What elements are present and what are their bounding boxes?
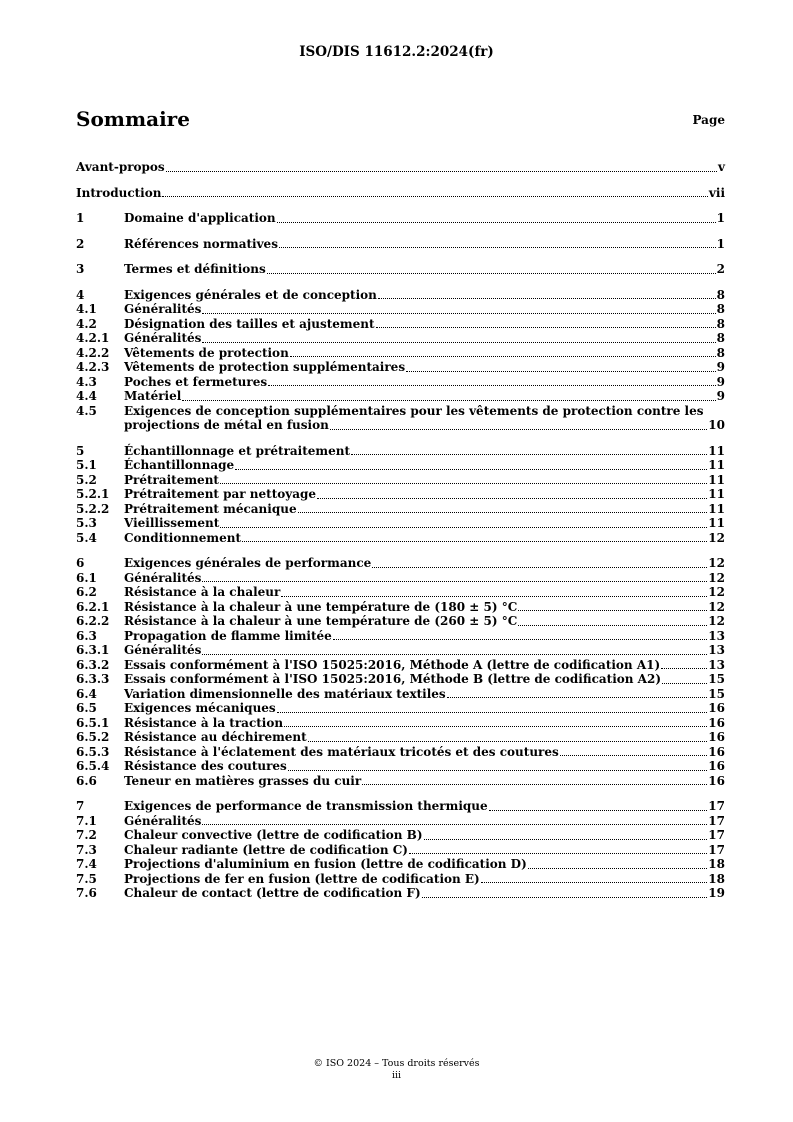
toc-entry-number: 4.2.2 [76, 345, 110, 360]
toc-entry[interactable] [76, 614, 725, 629]
dot-leader [277, 222, 716, 223]
toc-entry-page: 11 [708, 458, 725, 472]
table-of-contents [76, 160, 725, 901]
toc-entry[interactable] [76, 799, 725, 814]
toc-entry[interactable] [76, 843, 725, 858]
dot-leader [409, 853, 707, 854]
toc-entry-label-continued: projections de métal en fusion [124, 418, 329, 432]
dot-leader [362, 784, 707, 785]
toc-entry-number: 4.3 [76, 374, 97, 389]
dot-leader [277, 712, 708, 713]
toc-entry-number: 6.2 [76, 585, 97, 599]
toc-entry-number: 4.4 [76, 389, 97, 403]
toc-entry[interactable] [76, 262, 725, 277]
toc-entry[interactable] [76, 759, 725, 774]
dot-leader [235, 469, 707, 470]
toc-entry-number: 6.3.1 [76, 643, 110, 657]
dot-leader [518, 625, 707, 626]
toc-entry-page: 8 [716, 287, 725, 302]
toc-title: Sommaire [76, 107, 190, 131]
toc-entry-label: Vêtements de protection supplémentaires [124, 360, 406, 374]
toc-entry-label: Résistance à la chaleur à une température de (260 ± 5) °C [124, 614, 518, 628]
toc-entry[interactable] [76, 814, 725, 829]
dot-leader [317, 498, 707, 499]
toc-entry-page: vii [708, 185, 725, 200]
toc-entry-label: Exigences générales et de conception [124, 287, 377, 302]
toc-entry-label: Introduction [76, 185, 162, 200]
toc-entry-page: 11 [708, 443, 725, 458]
toc-entry[interactable] [76, 672, 725, 687]
toc-entry-page: 19 [708, 886, 725, 900]
dot-leader [267, 273, 716, 274]
page-number: iii [391, 1070, 402, 1081]
toc-entry-number: 6.3.2 [76, 657, 110, 672]
toc-entry-page: 8 [716, 316, 725, 331]
toc-entry-label: Exigences mécaniques [124, 701, 276, 715]
toc-entry-page: 17 [708, 799, 725, 813]
toc-entry[interactable] [76, 774, 725, 789]
toc-entry-number: 4 [76, 287, 85, 302]
toc-entry-page: 12 [708, 585, 725, 599]
toc-entry-number: 6.3.3 [76, 672, 110, 686]
toc-entry-label: Variation dimensionnelle des matériaux textiles [124, 686, 446, 701]
dot-leader [406, 371, 716, 372]
toc-entry-number: 1 [76, 211, 85, 225]
toc-entry[interactable] [76, 585, 725, 600]
toc-entry-page: 9 [716, 360, 725, 374]
toc-entry-label: Propagation de flamme limitée [124, 628, 332, 643]
toc-entry-number: 5.2.1 [76, 487, 110, 501]
toc-entry-label: Prétraitement mécanique [124, 501, 297, 516]
toc-entry[interactable] [76, 745, 725, 760]
dot-leader [166, 171, 717, 172]
dot-leader [279, 247, 716, 248]
toc-entry-page: 16 [708, 730, 725, 744]
toc-entry-number: 4.1 [76, 302, 97, 316]
toc-entry[interactable] [76, 302, 725, 317]
toc-entry[interactable] [76, 730, 725, 745]
dot-leader [202, 654, 707, 655]
toc-entry-number: 6.2.2 [76, 614, 110, 628]
toc-entry-number: 5.2.2 [76, 501, 110, 516]
toc-entry-page: 16 [708, 701, 725, 715]
toc-entry-label: Résistance au déchirement [124, 730, 307, 744]
toc-entry-label: Projections d'aluminium en fusion (lettre de codification D) [124, 857, 527, 871]
toc-entry[interactable] [76, 444, 725, 459]
toc-entry-label: Désignation des tailles et ajustement [124, 316, 375, 331]
toc-entry-page: 10 [708, 418, 725, 432]
dot-leader [162, 196, 707, 197]
toc-entry-number: 5.4 [76, 530, 97, 545]
toc-entry-number: 6.5 [76, 701, 97, 715]
dot-leader [528, 868, 708, 869]
toc-entry[interactable] [76, 531, 725, 546]
toc-entry[interactable] [76, 571, 725, 586]
toc-entry-page: 12 [708, 599, 725, 614]
toc-entry-number: 6.5.3 [76, 744, 110, 759]
toc-entry[interactable] [76, 186, 725, 201]
dot-leader [447, 697, 708, 698]
toc-entry-page: 13 [708, 657, 725, 672]
toc-entry-label: Généralités [124, 570, 202, 585]
toc-entry-page: 9 [716, 389, 725, 403]
toc-entry[interactable] [76, 331, 725, 346]
toc-entry-number: 5 [76, 443, 85, 458]
toc-entry-page: 1 [716, 211, 725, 225]
dot-leader [422, 897, 708, 898]
dot-leader [372, 567, 707, 568]
dot-leader [351, 454, 707, 455]
toc-entry-label: Échantillonnage et prétraitement [124, 443, 351, 458]
toc-entry-label: Matériel [124, 389, 182, 403]
dot-leader [661, 668, 707, 669]
toc-entry[interactable] [76, 701, 725, 716]
toc-entry-page: 1 [716, 236, 725, 251]
toc-entry-label: Exigences de performance de transmission thermique [124, 799, 488, 813]
toc-entry-page: 15 [708, 686, 725, 701]
toc-entry[interactable] [76, 360, 725, 375]
toc-entry-label: Poches et fermetures [124, 374, 268, 389]
toc-entry-page: 12 [708, 556, 725, 570]
toc-entry[interactable] [76, 516, 725, 531]
toc-entry-label: Exigences générales de performance [124, 556, 372, 570]
page-column-label: Page [692, 113, 725, 127]
toc-entry[interactable] [76, 687, 725, 702]
toc-entry-label: Prétraitement par nettoyage [124, 487, 317, 501]
toc-entry[interactable] [76, 600, 725, 615]
toc-entry-number: 3 [76, 262, 85, 276]
toc-entry-label: Généralités [124, 331, 202, 345]
dot-leader [518, 610, 707, 611]
toc-entry-page: 8 [716, 302, 725, 316]
toc-entry-number: 6.1 [76, 570, 97, 585]
dot-leader [424, 839, 708, 840]
toc-entry-page: 12 [708, 530, 725, 545]
toc-entry[interactable] [76, 487, 725, 502]
toc-entry-number: 7.2 [76, 828, 97, 842]
toc-entry-label: Échantillonnage [124, 458, 235, 472]
dot-leader [202, 581, 707, 582]
toc-entry-label: Chaleur convective (lettre de codification B) [124, 828, 423, 842]
toc-entry-label: Termes et définitions [124, 262, 266, 276]
toc-entry[interactable] [76, 473, 725, 488]
toc-entry-page: 12 [708, 614, 725, 628]
toc-entry-number: 6 [76, 556, 85, 570]
toc-entry[interactable] [76, 716, 725, 731]
toc-entry[interactable] [76, 458, 725, 473]
toc-entry-number: 6.5.1 [76, 715, 110, 730]
toc-entry[interactable] [76, 643, 725, 658]
dot-leader [182, 400, 715, 401]
toc-entry-number: 6.5.2 [76, 730, 110, 744]
toc-entry[interactable] [76, 502, 725, 517]
dot-leader [290, 356, 716, 357]
toc-entry-number: 6.6 [76, 773, 97, 788]
toc-entry-number: 7.6 [76, 886, 97, 900]
toc-entry-number: 5.3 [76, 516, 97, 530]
toc-entry-page: 13 [708, 628, 725, 643]
toc-entry-number: 4.2.3 [76, 360, 110, 374]
toc-entry-label: Résistance à la chaleur [124, 585, 281, 599]
toc-entry-number: 6.3 [76, 628, 97, 643]
dot-leader [288, 770, 707, 771]
dot-leader [242, 541, 707, 542]
toc-entry-number: 6.2.1 [76, 599, 110, 614]
dot-leader [284, 726, 707, 727]
toc-entry[interactable] [76, 828, 725, 843]
toc-entry[interactable] [76, 886, 725, 901]
toc-entry-label: Essais conformément à l'ISO 15025:2016, Méthode A (lettre de codification A1) [124, 657, 661, 672]
toc-entry-page: 15 [708, 672, 725, 686]
toc-entry-page: 2 [716, 262, 725, 276]
toc-entry-page: 16 [708, 773, 725, 788]
toc-entry-label: Références normatives [124, 236, 278, 251]
dot-leader [202, 824, 707, 825]
toc-entry-number: 7 [76, 799, 85, 813]
toc-entry-page: 17 [708, 828, 725, 842]
toc-entry[interactable] [76, 288, 725, 303]
toc-entry-label: Généralités [124, 643, 202, 657]
toc-entry-label: Vieillissement [124, 516, 220, 530]
dot-leader [281, 596, 707, 597]
toc-entry-label: Domaine d'application [124, 211, 276, 225]
toc-entry-label: Exigences de conception supplémentaires pour les vêtements de protection contre les [124, 403, 704, 418]
toc-entry[interactable] [76, 404, 725, 433]
toc-entry-label: Résistance à l'éclatement des matériaux tricotés et des coutures [124, 744, 559, 759]
toc-entry[interactable] [76, 317, 725, 332]
copyright-notice: © ISO 2024 – Tous droits réservés [313, 1058, 480, 1069]
toc-entry-page: 11 [708, 516, 725, 530]
toc-entry-number: 5.2 [76, 472, 97, 487]
dot-leader [489, 810, 708, 811]
toc-entry-label: Avant-propos [76, 160, 165, 174]
toc-entry-label: Teneur en matières grasses du cuir [124, 773, 362, 788]
toc-entry-number: 7.3 [76, 842, 97, 857]
dot-leader [298, 512, 708, 513]
toc-entry[interactable] [76, 389, 725, 404]
toc-entry-label: Généralités [124, 813, 202, 828]
toc-entry-page: 11 [708, 487, 725, 501]
dot-leader [220, 483, 707, 484]
dot-leader [333, 639, 708, 640]
toc-entry-label: Conditionnement [124, 530, 242, 545]
toc-entry-page: 13 [708, 643, 725, 657]
toc-entry-page: 12 [708, 570, 725, 585]
toc-entry-number: 6.4 [76, 686, 97, 701]
toc-entry-label: Résistance des coutures [124, 759, 287, 773]
dot-leader [330, 429, 707, 430]
toc-entry-number: 5.1 [76, 458, 97, 472]
toc-entry[interactable] [76, 857, 725, 872]
toc-entry-page: 17 [708, 813, 725, 828]
toc-entry[interactable] [76, 346, 725, 361]
dot-leader [268, 385, 716, 386]
toc-entry-page: 18 [708, 857, 725, 871]
toc-entry-number: 4.2.1 [76, 331, 110, 345]
toc-entry-label: Résistance à la traction [124, 715, 284, 730]
toc-entry[interactable] [76, 658, 725, 673]
toc-entry-number: 7.1 [76, 813, 97, 828]
toc-entry-number: 4.2 [76, 316, 97, 331]
toc-entry-number: 2 [76, 236, 85, 251]
toc-entry-label: Vêtements de protection [124, 345, 289, 360]
dot-leader [378, 298, 716, 299]
dot-leader [202, 313, 715, 314]
toc-entry-page: 8 [716, 331, 725, 345]
toc-entry-label: Prétraitement [124, 472, 219, 487]
toc-entry-page: 16 [708, 759, 725, 773]
toc-entry[interactable] [76, 211, 725, 226]
toc-entry[interactable] [76, 872, 725, 887]
dot-leader [481, 882, 708, 883]
toc-entry-label: Projections de fer en fusion (lettre de codification E) [124, 871, 480, 886]
toc-entry-label: Résistance à la chaleur à une température de (180 ± 5) °C [124, 599, 518, 614]
dot-leader [308, 741, 708, 742]
dot-leader [662, 683, 707, 684]
toc-entry[interactable] [76, 160, 725, 175]
toc-entry-number: 7.5 [76, 871, 97, 886]
page-footer [0, 1058, 793, 1082]
toc-entry[interactable] [76, 556, 725, 571]
toc-entry[interactable] [76, 375, 725, 390]
toc-entry-page: 8 [716, 345, 725, 360]
toc-entry-page: 17 [708, 842, 725, 857]
toc-entry-number: 7.4 [76, 857, 97, 871]
toc-entry[interactable] [76, 237, 725, 252]
toc-entry-page: 16 [708, 715, 725, 730]
toc-entry-number: 6.5.4 [76, 759, 110, 773]
toc-entry-page: 18 [708, 871, 725, 886]
dot-leader [376, 327, 716, 328]
toc-entry[interactable] [76, 629, 725, 644]
toc-entry-number: 4.5 [76, 403, 97, 418]
toc-entry-page: 9 [716, 374, 725, 389]
toc-entry-label: Essais conformément à l'ISO 15025:2016, Méthode B (lettre de codification A2) [124, 672, 662, 686]
dot-leader [560, 755, 708, 756]
toc-entry-label: Chaleur radiante (lettre de codification C) [124, 842, 408, 857]
toc-entry-page: v [718, 160, 725, 174]
document-id-header: ISO/DIS 11612.2:2024(fr) [299, 44, 494, 60]
toc-entry-page: 11 [708, 472, 725, 487]
toc-entry-page: 11 [708, 501, 725, 516]
dot-leader [220, 527, 707, 528]
toc-entry-page: 16 [708, 744, 725, 759]
toc-entry-label: Généralités [124, 302, 202, 316]
toc-entry-label: Chaleur de contact (lettre de codification F) [124, 886, 421, 900]
dot-leader [202, 342, 715, 343]
